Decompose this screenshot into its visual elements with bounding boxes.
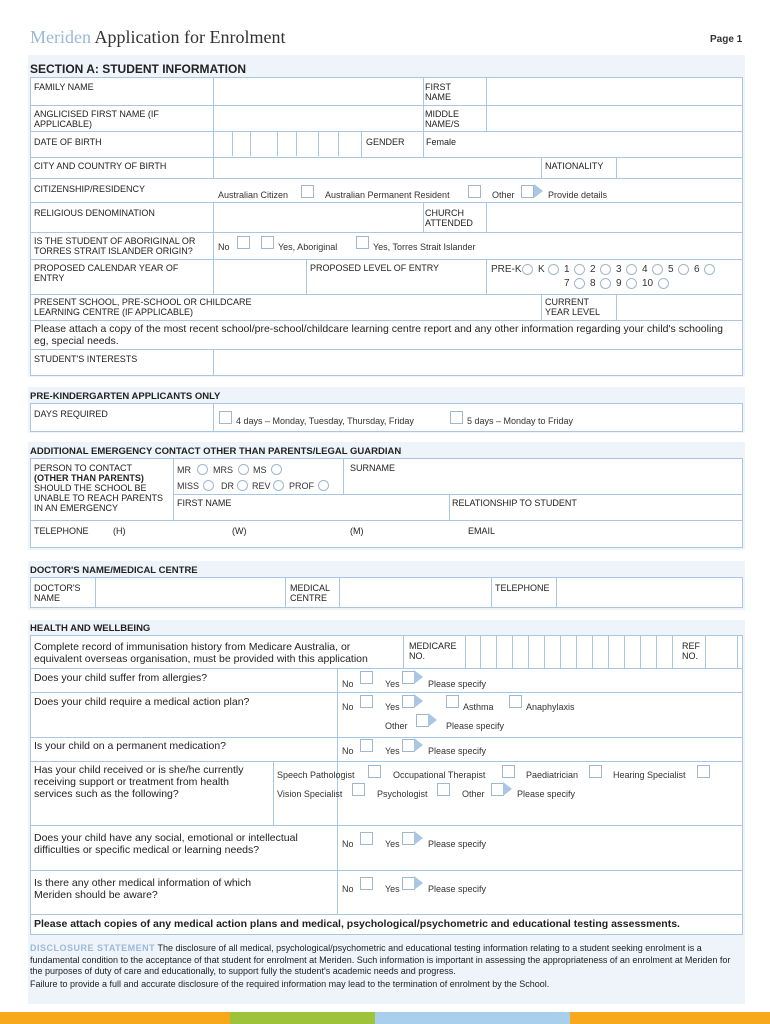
arrow-right-icon bbox=[414, 831, 423, 845]
level-8-radio[interactable] bbox=[600, 278, 611, 289]
person-contact-label: PERSON TO CONTACT bbox=[34, 463, 133, 473]
level-3-label: 3 bbox=[616, 264, 622, 275]
prek-5days-label: 5 days – Monday to Friday bbox=[467, 416, 574, 426]
level-6-label: 6 bbox=[694, 264, 700, 275]
level-3-radio[interactable] bbox=[626, 264, 637, 275]
title-miss-label: MISS bbox=[177, 481, 200, 491]
level-4-label: 4 bbox=[642, 264, 648, 275]
social-no-label: No bbox=[342, 839, 354, 849]
speech-checkbox[interactable] bbox=[368, 765, 381, 778]
in-emergency-label: IN AN EMERGENCY bbox=[34, 503, 119, 513]
level-9-radio[interactable] bbox=[626, 278, 637, 289]
hearing-checkbox[interactable] bbox=[697, 765, 710, 778]
interests-field[interactable] bbox=[213, 348, 740, 373]
other-than-parents-label: (OTHER THAN PARENTS) bbox=[34, 473, 144, 483]
footer-bar-orange bbox=[0, 1012, 230, 1024]
family-name-label: FAMILY NAME bbox=[34, 82, 94, 92]
occupational-label: Occupational Therapist bbox=[393, 770, 486, 780]
level-prek-radio[interactable] bbox=[522, 264, 533, 275]
level-10-radio[interactable] bbox=[658, 278, 669, 289]
present-school-label: PRESENT SCHOOL, PRE-SCHOOL OR CHILDCARE LEARNING CENTRE (IF APPLICABLE) bbox=[34, 297, 252, 317]
action-yes-label: Yes bbox=[385, 702, 400, 712]
telephone-label: TELEPHONE bbox=[34, 526, 89, 536]
level-6-radio[interactable] bbox=[704, 264, 715, 275]
anaphylaxis-checkbox[interactable] bbox=[509, 695, 522, 708]
medicare-label: MEDICARE NO. bbox=[409, 641, 457, 661]
title-rev-radio[interactable] bbox=[273, 480, 284, 491]
title-prof-radio[interactable] bbox=[318, 480, 329, 491]
allergies-yes-label: Yes bbox=[385, 679, 400, 689]
level-1-radio[interactable] bbox=[574, 264, 585, 275]
q-action-plan: Does your child require a medical action plan? bbox=[34, 696, 250, 708]
provide-details-label: Provide details bbox=[548, 190, 608, 200]
footer-bar-green bbox=[230, 1012, 375, 1024]
aus-pr-label: Australian Permanent Resident bbox=[325, 190, 450, 200]
page-number: Page 1 bbox=[710, 34, 743, 45]
dob-label: DATE OF BIRTH bbox=[34, 137, 102, 147]
prek-4days-checkbox[interactable] bbox=[219, 411, 232, 424]
social-no-checkbox[interactable] bbox=[360, 832, 373, 845]
arrow-right-icon bbox=[503, 782, 512, 796]
arrow-right-icon bbox=[414, 738, 423, 752]
arrow-right-icon bbox=[534, 184, 543, 198]
q-other-medical: Is there any other medical information of which Meriden should be aware? bbox=[34, 877, 252, 901]
first-name-field[interactable] bbox=[486, 78, 740, 104]
level-10-label: 10 bbox=[642, 278, 654, 289]
doctor-title: DOCTOR'S NAME/MEDICAL CENTRE bbox=[30, 565, 198, 576]
emergency-title: ADDITIONAL EMERGENCY CONTACT OTHER THAN PARENTS/LEGAL GUARDIAN bbox=[30, 446, 402, 457]
vision-checkbox[interactable] bbox=[352, 783, 365, 796]
should-school-label: SHOULD THE SCHOOL BE bbox=[34, 483, 147, 493]
first-name-label: FIRST NAME bbox=[425, 82, 452, 102]
asthma-checkbox[interactable] bbox=[446, 695, 459, 708]
medical-centre-label: MEDICAL CENTRE bbox=[290, 583, 330, 603]
action-specify-label: Please specify bbox=[446, 721, 505, 731]
prek-title: PRE-KINDERGARTEN APPLICANTS ONLY bbox=[30, 391, 221, 402]
nationality-label: NATIONALITY bbox=[545, 161, 604, 171]
disclosure-heading: DISCLOSURE STATEMENT bbox=[30, 943, 156, 953]
medication-yes-label: Yes bbox=[385, 746, 400, 756]
support-other-label: Other bbox=[462, 789, 485, 799]
footer-bar-blue bbox=[375, 1012, 570, 1024]
title-miss-radio[interactable] bbox=[203, 480, 214, 491]
health-title: HEALTH AND WELLBEING bbox=[30, 623, 151, 634]
vision-label: Vision Specialist bbox=[277, 789, 343, 799]
title-prof-label: PROF bbox=[289, 481, 315, 491]
surname-label: SURNAME bbox=[350, 463, 396, 473]
aus-pr-checkbox[interactable] bbox=[468, 185, 481, 198]
title-dr-radio[interactable] bbox=[237, 480, 248, 491]
arrow-right-icon bbox=[414, 694, 423, 708]
psychologist-label: Psychologist bbox=[377, 789, 428, 799]
relationship-label: RELATIONSHIP TO STUDENT bbox=[452, 498, 577, 508]
paediatrician-checkbox[interactable] bbox=[589, 765, 602, 778]
disclosure-body: The disclosure of all medical, psychological/psychometric and educational testing information relating to a student seeking enrolment is a fundamental condition to the acceptance of that student for enrolment at Meriden. Such information is important in assessing the appropriateness of an enrolment at Meriden for the purposes of duty of care and educationally, to support fully the student's academic needs and progress. bbox=[30, 943, 731, 976]
allergies-no-checkbox[interactable] bbox=[360, 671, 373, 684]
aboriginal-no-checkbox[interactable] bbox=[237, 236, 250, 249]
phone-home-label: (H) bbox=[113, 526, 126, 536]
aboriginal-label: IS THE STUDENT OF ABORIGINAL OR TORRES STRAIT ISLANDER ORIGIN? bbox=[34, 236, 196, 256]
title-rev-label: REV bbox=[252, 481, 271, 491]
disclosure-failure-note: Failure to provide a full and accurate disclosure of the required information may lead to the termination of enrolment by the School. bbox=[30, 979, 550, 989]
level-5-label: 5 bbox=[668, 264, 674, 275]
doctor-telephone-label: TELEPHONE bbox=[495, 583, 550, 593]
attach-assessments-note: Please attach copies of any medical action plans and medical, psychological/psychometric and educational testing assessments. bbox=[34, 918, 680, 930]
q-social-needs: Does your child have any social, emotional or intellectual difficulties or specific medical or learning needs? bbox=[34, 832, 298, 856]
dob-field[interactable] bbox=[213, 131, 361, 156]
family-name-field[interactable] bbox=[213, 78, 423, 104]
other-no-label: No bbox=[342, 884, 354, 894]
medication-no-checkbox[interactable] bbox=[360, 739, 373, 752]
level-prek-label: PRE-K bbox=[491, 264, 522, 275]
action-other-label: Other bbox=[385, 721, 408, 731]
arrow-right-icon bbox=[428, 713, 437, 727]
section-a-title: SECTION A: STUDENT INFORMATION bbox=[30, 62, 246, 76]
action-no-label: No bbox=[342, 702, 354, 712]
anaphylaxis-label: Anaphylaxis bbox=[526, 702, 575, 712]
level-7-label: 7 bbox=[564, 278, 570, 289]
citizenship-other-checkbox[interactable] bbox=[521, 185, 534, 198]
level-2-radio[interactable] bbox=[600, 264, 611, 275]
church-label: CHURCH ATTENDED bbox=[425, 208, 473, 228]
hearing-label: Hearing Specialist bbox=[613, 770, 686, 780]
allergies-specify-label: Please specify bbox=[428, 679, 487, 689]
gender-label: GENDER bbox=[366, 137, 405, 147]
level-4-radio[interactable] bbox=[652, 264, 663, 275]
other-no-checkbox[interactable] bbox=[360, 877, 373, 890]
email-label: EMAIL bbox=[468, 526, 496, 536]
level-k-radio[interactable] bbox=[548, 264, 559, 275]
religion-label: RELIGIOUS DENOMINATION bbox=[34, 208, 155, 218]
arrow-right-icon bbox=[414, 670, 423, 684]
proposed-level-label: PROPOSED LEVEL OF ENTRY bbox=[310, 263, 440, 273]
action-no-checkbox[interactable] bbox=[360, 695, 373, 708]
allergies-no-label: No bbox=[342, 679, 354, 689]
social-yes-label: Yes bbox=[385, 839, 400, 849]
immunisation-note: Complete record of immunisation history from Medicare Australia, or equivalent overseas organisation, must be provided with this application bbox=[34, 641, 368, 665]
level-5-radio[interactable] bbox=[678, 264, 689, 275]
psychologist-checkbox[interactable] bbox=[437, 783, 450, 796]
ref-label: REF NO. bbox=[682, 641, 700, 661]
anglicised-name-label: ANGLICISED FIRST NAME (IF APPLICABLE) bbox=[34, 109, 159, 129]
title-mr-label: MR bbox=[177, 465, 191, 475]
citizenship-label: CITIZENSHIP/RESIDENCY bbox=[34, 184, 146, 194]
level-9-label: 9 bbox=[616, 278, 622, 289]
gender-value[interactable]: Female bbox=[426, 137, 457, 147]
days-required-label: DAYS REQUIRED bbox=[34, 409, 108, 419]
title-text: Application for Enrolment bbox=[94, 27, 286, 47]
footer-bar-orange-right bbox=[570, 1012, 770, 1024]
medication-specify-label: Please specify bbox=[428, 746, 487, 756]
level-k-label: K bbox=[538, 264, 545, 275]
social-specify-label: Please specify bbox=[428, 839, 487, 849]
aboriginal-no-label: No bbox=[218, 242, 230, 252]
interests-label: STUDENT'S INTERESTS bbox=[34, 354, 138, 364]
doctor-form bbox=[30, 577, 743, 608]
paediatrician-label: Paediatrician bbox=[526, 770, 579, 780]
attach-report-note: Please attach a copy of the most recent school/pre-school/childcare learning centre report and any other information regarding your child's schooling eg, special needs. bbox=[34, 323, 723, 347]
title-ms-radio[interactable] bbox=[271, 464, 282, 475]
q-health-support: Has your child received or is she/he currently receiving support or treatment from health services such as the following? bbox=[34, 764, 244, 800]
aus-citizen-checkbox[interactable] bbox=[301, 185, 314, 198]
prek-4days-label: 4 days – Monday, Tuesday, Thursday, Friday bbox=[236, 416, 414, 426]
phone-mobile-label: (M) bbox=[350, 526, 364, 536]
asthma-label: Asthma bbox=[463, 702, 494, 712]
title-dr-label: DR bbox=[221, 481, 234, 491]
speech-label: Speech Pathologist bbox=[277, 770, 355, 780]
level-2-label: 2 bbox=[590, 264, 596, 275]
middle-name-label: MIDDLE NAME/S bbox=[425, 109, 460, 129]
aus-citizen-label: Australian Citizen bbox=[218, 190, 289, 200]
title-ms-label: MS bbox=[253, 465, 267, 475]
doctor-name-label: DOCTOR'S NAME bbox=[34, 583, 81, 603]
q-allergies: Does your child suffer from allergies? bbox=[34, 672, 208, 684]
aboriginal-yes-label: Yes, Aboriginal bbox=[278, 242, 338, 252]
torres-strait-label: Yes, Torres Strait Islander bbox=[373, 242, 476, 252]
level-1-label: 1 bbox=[564, 264, 570, 275]
proposed-year-label: PROPOSED CALENDAR YEAR OF ENTRY bbox=[34, 263, 179, 283]
medication-no-label: No bbox=[342, 746, 354, 756]
unable-reach-label: UNABLE TO REACH PARENTS bbox=[34, 493, 164, 503]
level-7-radio[interactable] bbox=[574, 278, 585, 289]
title-mrs-label: MRS bbox=[213, 465, 233, 475]
brand-name: Meriden bbox=[30, 27, 91, 47]
citizenship-other-label: Other bbox=[492, 190, 515, 200]
phone-work-label: (W) bbox=[232, 526, 247, 536]
other-yes-label: Yes bbox=[385, 884, 400, 894]
page-title bbox=[30, 27, 285, 48]
prek-5days-checkbox[interactable] bbox=[450, 411, 463, 424]
support-specify-label: Please specify bbox=[517, 789, 576, 799]
aboriginal-yes-checkbox[interactable] bbox=[261, 236, 274, 249]
arrow-right-icon bbox=[414, 876, 423, 890]
torres-strait-checkbox[interactable] bbox=[356, 236, 369, 249]
contact-first-name-label: FIRST NAME bbox=[177, 498, 232, 508]
disclosure-text bbox=[30, 943, 742, 978]
current-year-label: CURRENT YEAR LEVEL bbox=[545, 297, 601, 317]
level-8-label: 8 bbox=[590, 278, 596, 289]
q-medication: Is your child on a permanent medication? bbox=[34, 740, 227, 752]
title-mr-radio[interactable] bbox=[197, 464, 208, 475]
city-label: CITY AND COUNTRY OF BIRTH bbox=[34, 161, 167, 171]
other-specify-label: Please specify bbox=[428, 884, 487, 894]
title-mrs-radio[interactable] bbox=[238, 464, 249, 475]
occupational-checkbox[interactable] bbox=[502, 765, 515, 778]
